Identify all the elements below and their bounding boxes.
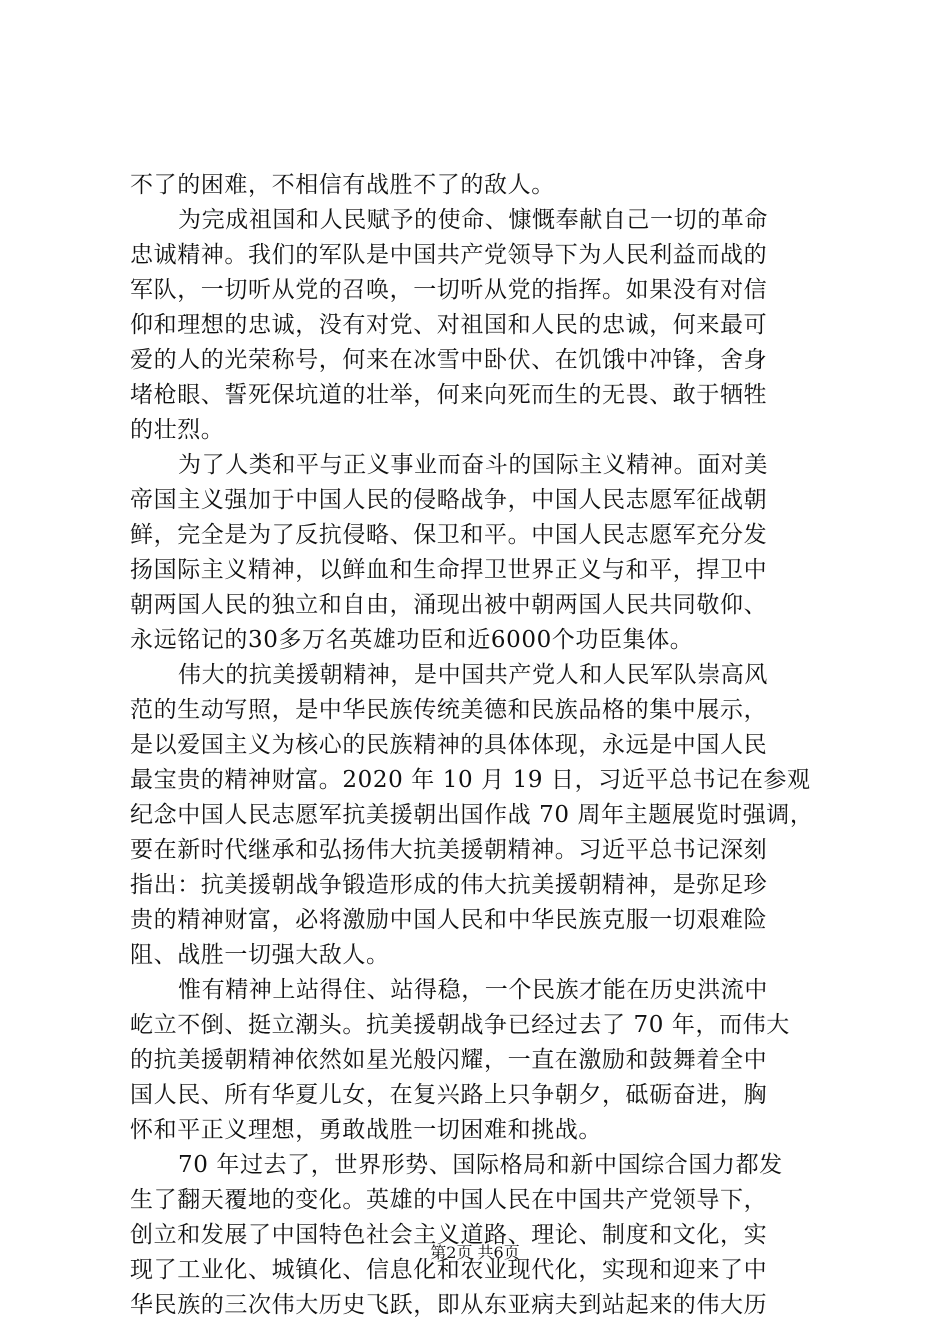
text-line: 现了工业化、城镇化、信息化和农业现代化，实现和迎来了中 <box>130 1257 768 1283</box>
text-line: 要在新时代继承和弘扬伟大抗美援朝精神。习近平总书记深刻 <box>130 837 768 863</box>
text-line: 屹立不倒、挺立潮头。抗美援朝战争已经过去了 70 年，而伟大 <box>130 1012 790 1038</box>
text-line: 贵的精神财富，必将激励中国人民和中华民族克服一切艰难险 <box>130 907 768 933</box>
text-line: 的壮烈。 <box>130 417 225 443</box>
text-line: 堵枪眼、誓死保坑道的壮举，何来向死而生的无畏、敢于牺牲 <box>130 382 768 408</box>
text-line: 帝国主义强加于中国人民的侵略战争，中国人民志愿军征战朝 <box>130 487 768 513</box>
body-text <box>130 168 830 1323</box>
text-line: 生了翻天覆地的变化。英雄的中国人民在中国共产党领导下， <box>130 1187 768 1213</box>
text-line: 怀和平正义理想，勇敢战胜一切困难和挑战。 <box>130 1117 602 1143</box>
page-footer: 第2页 共6页 <box>430 1243 520 1262</box>
text-line: 最宝贵的精神财富。2020 年 10 月 19 日，习近平总书记在参观 <box>130 767 811 793</box>
text-line: 阻、战胜一切强大敌人。 <box>130 942 390 968</box>
paragraph-start-line: 为了人类和平与正义事业而奋斗的国际主义精神。面对美 <box>178 452 768 478</box>
text-line: 是以爱国主义为核心的民族精神的具体体现，永远是中国人民 <box>130 732 768 758</box>
text-line: 华民族的三次伟大历史飞跃，即从东亚病夫到站起来的伟大历 <box>130 1292 768 1318</box>
paragraph-start-line: 惟有精神上站得住、站得稳，一个民族才能在历史洪流中 <box>178 977 768 1003</box>
text-line: 忠诚精神。我们的军队是中国共产党领导下为人民利益而战的 <box>130 242 768 268</box>
text-line: 创立和发展了中国特色社会主义道路、理论、制度和文化，实 <box>130 1222 768 1248</box>
paragraph-start-line: 70 年过去了，世界形势、国际格局和新中国综合国力都发 <box>178 1152 783 1178</box>
paragraph-start-line: 伟大的抗美援朝精神，是中国共产党人和人民军队崇高风 <box>178 662 768 688</box>
text-line: 的抗美援朝精神依然如星光般闪耀，一直在激励和鼓舞着全中 <box>130 1047 768 1073</box>
text-line: 扬国际主义精神，以鲜血和生命捍卫世界正义与和平，捍卫中 <box>130 557 768 583</box>
text-line: 鲜，完全是为了反抗侵略、保卫和平。中国人民志愿军充分发 <box>130 522 768 548</box>
paragraph-start-line: 为完成祖国和人民赋予的使命、慷慨奉献自己一切的革命 <box>178 207 768 233</box>
text-line: 国人民、所有华夏儿女，在复兴路上只争朝夕，砥砺奋进，胸 <box>130 1082 768 1108</box>
text-line: 朝两国人民的独立和自由，涌现出被中朝两国人民共同敬仰、 <box>130 592 768 618</box>
text-line: 指出：抗美援朝战争锻造形成的伟大抗美援朝精神，是弥足珍 <box>130 872 768 898</box>
text-line: 纪念中国人民志愿军抗美援朝出国作战 70 周年主题展览时强调， <box>130 802 814 828</box>
text-line: 永远铭记的30多万名英雄功臣和近6000个功臣集体。 <box>130 627 694 653</box>
text-line: 不了的困难，不相信有战胜不了的敌人。 <box>130 172 555 198</box>
text-line: 军队，一切听从党的召唤，一切听从党的指挥。如果没有对信 <box>130 277 768 303</box>
text-line: 范的生动写照，是中华民族传统美德和民族品格的集中展示， <box>130 697 768 723</box>
text-line: 仰和理想的忠诚，没有对党、对祖国和人民的忠诚，何来最可 <box>130 312 768 338</box>
text-line: 爱的人的光荣称号，何来在冰雪中卧伏、在饥饿中冲锋，舍身 <box>130 347 768 373</box>
